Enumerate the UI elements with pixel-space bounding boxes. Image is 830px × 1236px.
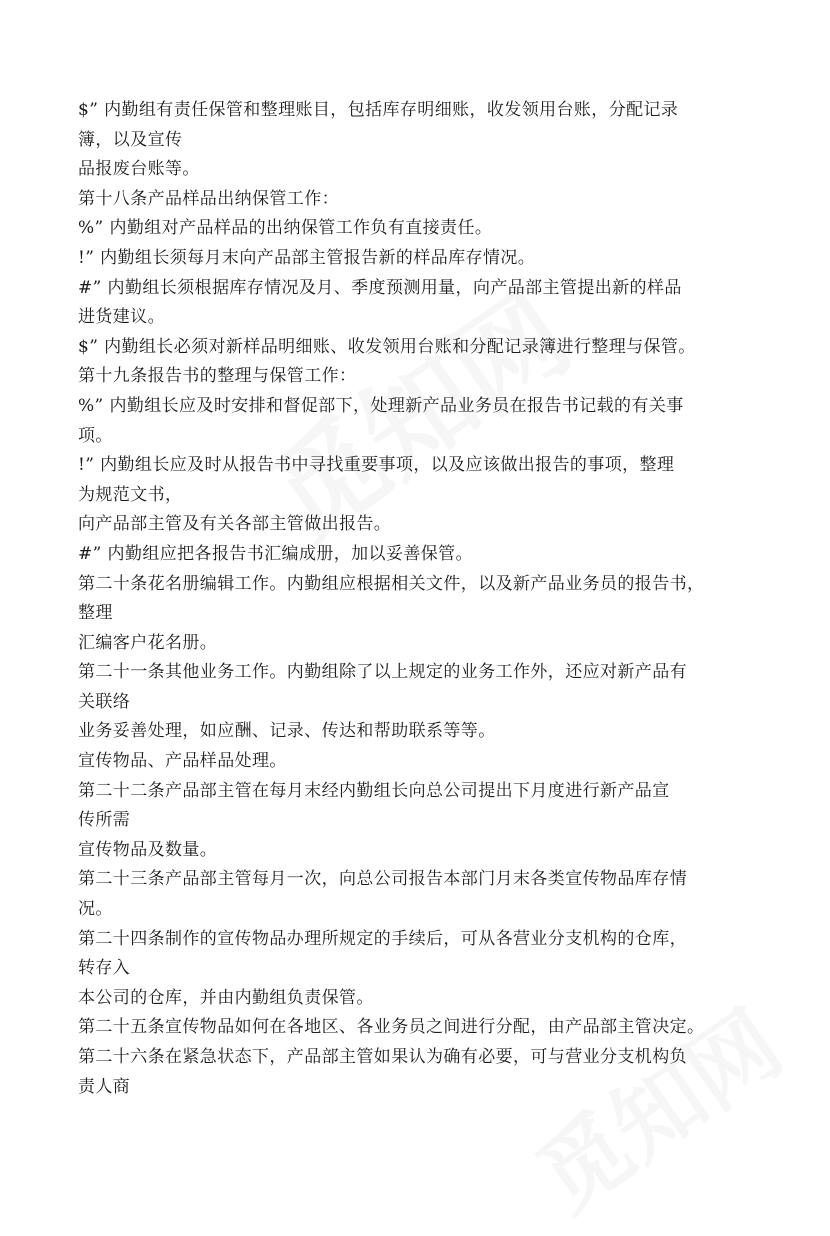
text-line: $” 内勤组有责任保管和整理账目，包括库存明细账，收发领用台账，分配记录 — [78, 100, 679, 120]
text-line: 第十八条产品样品出纳保管工作： — [78, 188, 339, 209]
text-line: 传所需 — [78, 810, 131, 831]
text-line: 簿，以及宣传 — [78, 129, 183, 150]
text-line: 第二十四条制作的宣传物品办理所规定的手续后，可从各营业分支机构的仓库， — [78, 928, 687, 949]
text-line: 为规范文书， — [78, 484, 183, 505]
text-line: 宣传物品、产品样品处理。 — [78, 751, 287, 772]
text-line: 第二十条花名册编辑工作。内勤组应根据相关文件，以及新产品业务员的报告书， — [78, 573, 705, 594]
text-line: 转存入 — [78, 958, 131, 979]
text-line: 第二十一条其他业务工作。内勤组除了以上规定的业务工作外，还应对新产品有 — [78, 662, 687, 683]
text-line: !” 内勤组长须每月末向产品部主管报告新的样品库存情况。 — [78, 247, 536, 268]
text-line: 况。 — [78, 899, 113, 920]
text-line: #” 内勤组长须根据库存情况及月、季度预测用量，向产品部主管提出新的样品 — [78, 277, 682, 298]
text-line: %” 内勤组长应及时安排和督促部下，处理新产品业务员在报告书记载的有关事 — [78, 395, 684, 416]
text-line: 宣传物品及数量。 — [78, 839, 218, 860]
text-line: 第二十三条产品部主管每月一次，向总公司报告本部门月末各类宣传物品库存情 — [78, 869, 687, 890]
text-line: 向产品部主管及有关各部主管做出报告。 — [78, 514, 392, 535]
text-line: %” 内勤组对产品样品的出纳保管工作负有直接责任。 — [78, 218, 493, 239]
document-page — [78, 96, 758, 1102]
text-line: 责人商 — [78, 1076, 131, 1097]
text-line: 整理 — [78, 603, 113, 624]
text-line: 第二十二条产品部主管在每月末经内勤组长向总公司提出下月度进行新产品宣 — [78, 780, 670, 801]
text-line: 第二十五条宣传物品如何在各地区、各业务员之间进行分配，由产品部主管决定。 — [78, 1017, 705, 1038]
text-line: #” 内勤组应把各报告书汇编成册，加以妥善保管。 — [78, 543, 473, 564]
text-line: 关联络 — [78, 691, 131, 712]
text-line: 第十九条报告书的整理与保管工作： — [78, 366, 357, 387]
text-line: !” 内勤组长应及时从报告书中寻找重要事项，以及应该做出报告的事项，整理 — [78, 455, 675, 476]
text-line: 业务妥善处理，如应酬、记录、传达和帮助联系等等。 — [78, 721, 496, 742]
text-line: 第二十六条在紧急状态下，产品部主管如果认为确有必要，可与营业分支机构负 — [78, 1047, 687, 1067]
text-line: 进货建议。 — [78, 307, 165, 328]
text-line: 项。 — [78, 425, 113, 446]
text-line: 品报废台账等。 — [78, 159, 200, 180]
text-line: 本公司的仓库，并由内勤组负责保管。 — [78, 987, 374, 1008]
text-line: 汇编客户花名册。 — [78, 632, 218, 653]
text-line: $” 内勤组长必须对新样品明细账、收发领用台账和分配记录簿进行整理与保管。 — [78, 336, 696, 357]
